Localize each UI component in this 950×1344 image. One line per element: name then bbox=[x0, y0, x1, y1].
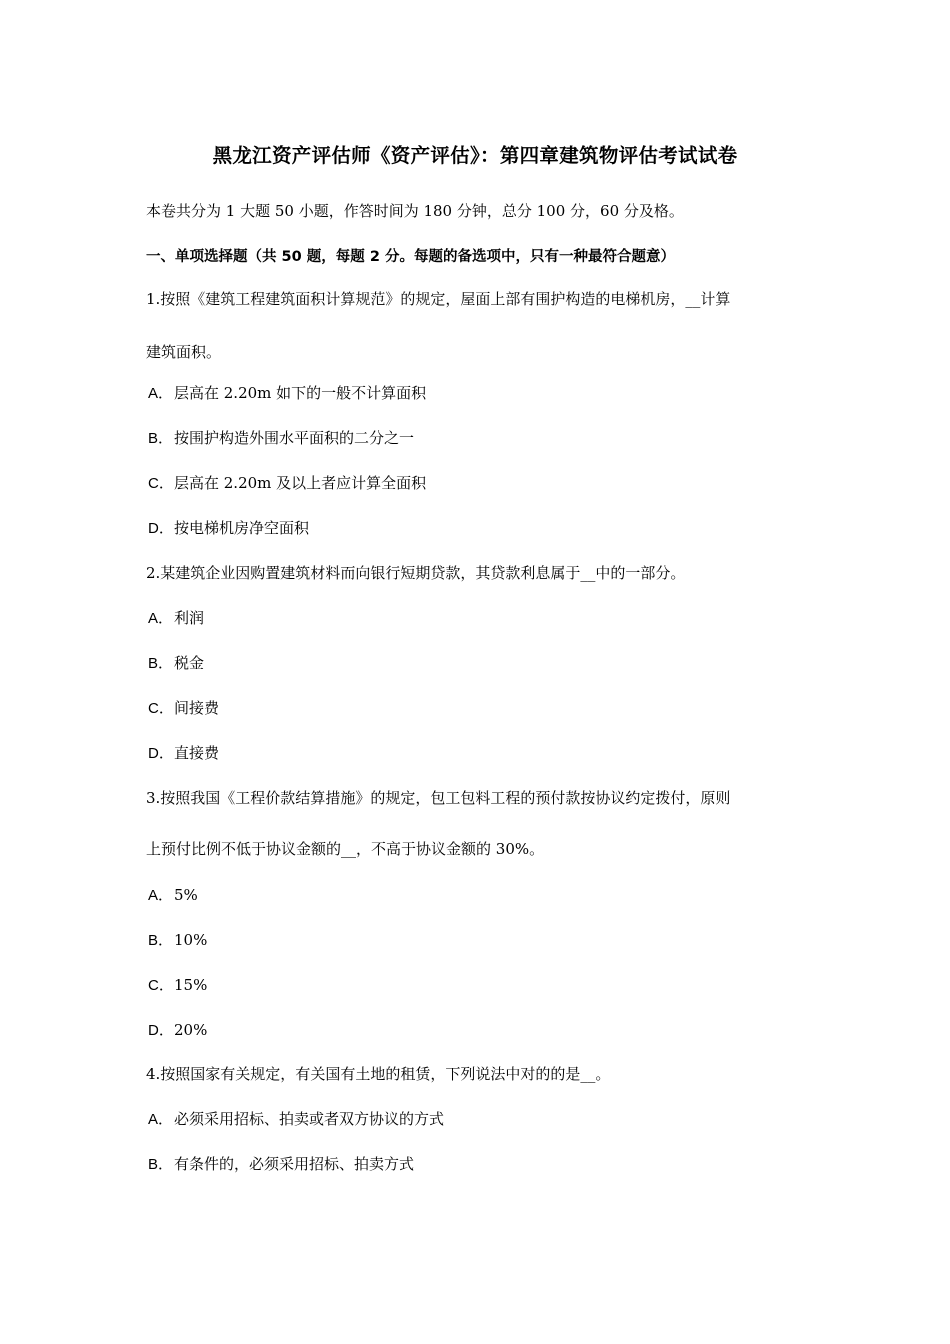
question-3-line-1: 3.按照我国《工程价款结算措施》的规定，包工包料工程的预付款按协议约定拨付，原则 bbox=[146, 789, 731, 807]
question-2-option-d: D．直接费 bbox=[148, 744, 220, 762]
question-2-option-b: B．税金 bbox=[148, 654, 205, 672]
question-3-option-b: B．10% bbox=[148, 931, 208, 949]
question-2-option-c: C．间接费 bbox=[148, 699, 220, 717]
question-3-option-a: A．5% bbox=[148, 886, 198, 904]
question-1-option-b: B．按围护构造外围水平面积的二分之一 bbox=[148, 429, 415, 447]
question-2-line-1: 2.某建筑企业因购置建筑材料而向银行短期贷款，其贷款利息属于__中的一部分。 bbox=[146, 564, 686, 582]
question-1-line-1: 1.按照《建筑工程建筑面积计算规范》的规定，屋面上部有围护构造的电梯机房，__计算 bbox=[146, 290, 731, 308]
exam-intro: 本卷共分为 1 大题 50 小题，作答时间为 180 分钟，总分 100 分，60 分及格。 bbox=[146, 202, 684, 220]
question-4-option-a: A．必须采用招标、拍卖或者双方协议的方式 bbox=[148, 1110, 445, 1128]
question-3-line-2: 上预付比例不低于协议金额的__，不高于协议金额的 30%。 bbox=[146, 840, 545, 858]
question-2-option-a: A．利润 bbox=[148, 609, 205, 627]
question-1-option-d: D．按电梯机房净空面积 bbox=[148, 519, 310, 537]
question-3-option-c: C．15% bbox=[148, 976, 208, 994]
section-heading: 一、单项选择题（共 50 题，每题 2 分。每题的备选项中，只有一种最符合题意） bbox=[146, 249, 675, 265]
question-4-line-1: 4.按照国家有关规定，有关国有土地的租赁，下列说法中对的的是__。 bbox=[146, 1065, 611, 1083]
question-1-option-c: C．层高在 2.20m 及以上者应计算全面积 bbox=[148, 474, 427, 492]
document-title: 黑龙江资产评估师《资产评估》：第四章建筑物评估考试试卷 bbox=[212, 144, 738, 167]
question-4-option-b: B．有条件的，必须采用招标、拍卖方式 bbox=[148, 1155, 415, 1173]
question-3-option-d: D．20% bbox=[148, 1021, 208, 1039]
question-1-line-2: 建筑面积。 bbox=[146, 343, 222, 361]
question-1-option-a: A．层高在 2.20m 如下的一般不计算面积 bbox=[148, 384, 427, 402]
